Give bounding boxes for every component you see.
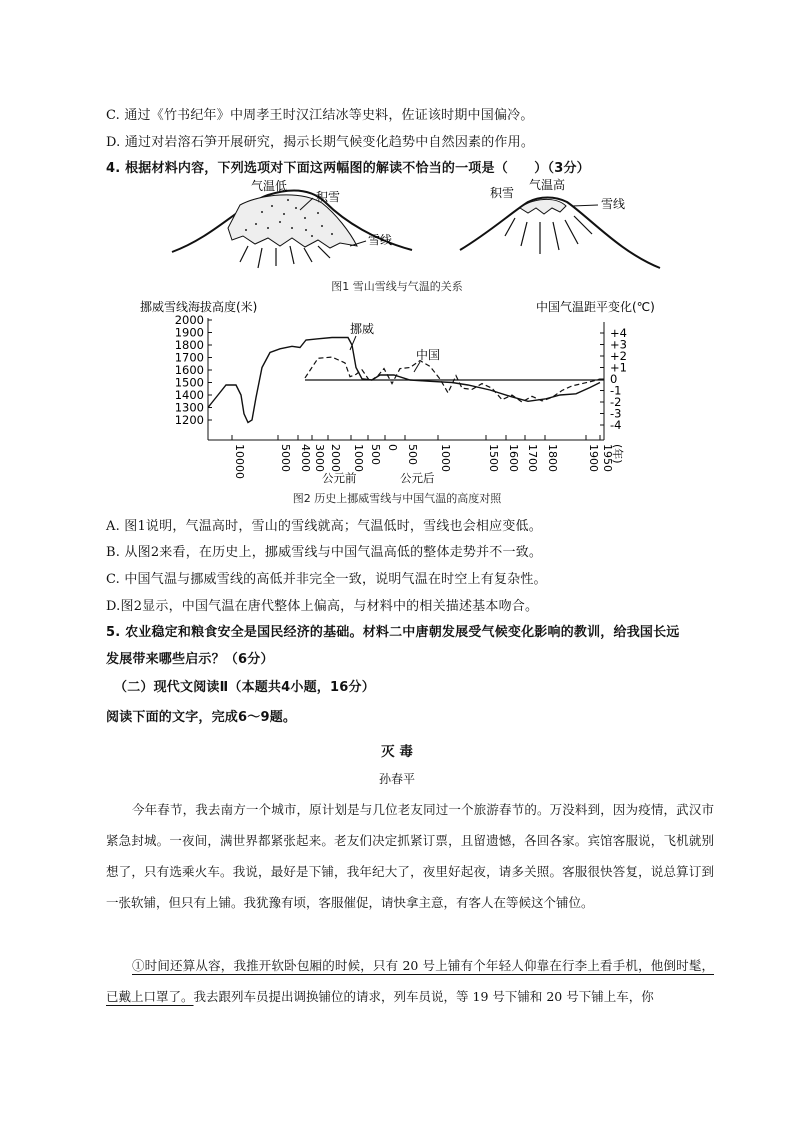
- fig1-right-snowline-label: 雪线: [601, 197, 626, 211]
- left-tick-label: 1800: [174, 338, 204, 352]
- x-tick-label: 1000: [352, 444, 365, 472]
- left-tick-label: 2000: [174, 313, 204, 327]
- article-title: 灭 毒: [381, 744, 413, 760]
- fig1-left-temp-label: 气温低: [251, 179, 288, 193]
- x-tick-label: 0: [386, 444, 399, 451]
- fig1-right-snow-label: 积雪: [490, 186, 515, 200]
- x-tick-label: 1900: [587, 444, 600, 472]
- x-unit-label: (年): [611, 444, 624, 464]
- series-china-label: 中国: [416, 348, 441, 362]
- article-paragraph-2-rest: 我去跟列车员提出调换铺位的请求，列车员说，等 19 号下铺和 20 号下铺上车，你: [193, 989, 654, 1004]
- question-5-line2: 发展带来哪些启示？（6分）: [106, 652, 274, 667]
- x-tick-label: 1700: [526, 444, 539, 472]
- underlined-sentence: ①时间还算从容，我推开软卧包厢的时候，只有 20 号上铺有个年轻人仰靠在行李上看手机，他倒时髦，已戴上口罩了。: [106, 958, 714, 1004]
- option-b: B. 从图2来看，在历史上，挪威雪线与中国气温高低的整体走势并不一致。: [106, 545, 543, 560]
- right-tick-label: -3: [610, 406, 622, 421]
- option-d-top: D. 通过对岩溶石笋开展研究，揭示长期气候变化趋势中自然因素的作用。: [106, 135, 535, 150]
- x-tick-label: 1000: [439, 444, 452, 472]
- section-instruction: 阅读下面的文字，完成6～9题。: [106, 710, 297, 725]
- option-c: C. 中国气温与挪威雪线的高低并非完全一致，说明气温在时空上有复杂性。: [106, 572, 547, 587]
- option-d: D.图2显示，中国气温在唐代整体上偏高，与材料中的相关描述基本吻合。: [106, 599, 539, 614]
- x-tick-label: 2000: [329, 444, 342, 472]
- left-tick-label: 1600: [174, 363, 204, 377]
- section-heading: （二）现代文阅读Ⅱ（本题共4小题，16分）: [114, 680, 375, 695]
- x-tick-label: 1600: [507, 444, 520, 472]
- right-tick-label: +3: [610, 337, 627, 352]
- left-tick-label: 1200: [174, 413, 204, 427]
- option-a: A. 图1说明，气温高时，雪山的雪线就高；气温低时，雪线也会相应变低。: [106, 519, 542, 534]
- left-tick-label: 1400: [174, 388, 204, 402]
- left-tick-label: 1900: [174, 325, 204, 340]
- right-tick-label: -2: [610, 395, 622, 409]
- fig2-left-axis-title: 挪威雪线海拔高度(米): [140, 300, 258, 314]
- fig1-right-temp-label: 气温高: [529, 178, 566, 192]
- left-tick-label: 1300: [174, 400, 204, 415]
- right-tick-label: -4: [610, 418, 622, 432]
- question-5-line1: 5. 农业稳定和粮食安全是国民经济的基础。材料二中唐朝发展受气候变化影响的教训，给我国长远: [106, 625, 680, 640]
- x-tick-label: 3000: [313, 444, 326, 472]
- fig2-right-axis-title: 中国气温距平变化(℃): [536, 300, 655, 314]
- article-paragraph-1: 今年春节，我去南方一个城市，原计划是与几位老友同过一个旅游春节的。万没料到，因为疫情，武汉市紧急封城。一夜间，满世界都紧张起来。老友们决定抓紧订票，且留遗憾，各回各家。宾馆客服说，飞机就别想了，只有选乘火车。我说，最好是下铺，我年纪大了，夜里好起夜，请多关照。客服很快答复，说总算订到一张软铺，但只有上铺。我犹豫有顷，客服催促，请快拿主意，有客人在等候这个铺位。: [106, 802, 714, 910]
- right-tick-label: 0: [610, 372, 618, 386]
- x-tick-label: 1800: [546, 444, 559, 472]
- right-tick-label: -1: [610, 383, 622, 398]
- fig1-caption: 图1 雪山雪线与气温的关系: [331, 280, 463, 293]
- era-after-label: 公元后: [400, 471, 435, 485]
- x-tick-label: 4000: [299, 444, 312, 472]
- era-before-label: 公元前: [322, 471, 357, 485]
- series-norway-label: 挪威: [350, 322, 375, 336]
- option-c-top: C. 通过《竹书纪年》中周孝王时汉江结冰等史料，佐证该时期中国偏冷。: [106, 108, 534, 123]
- right-tick-label: +2: [610, 349, 627, 363]
- x-tick-label: 1950: [601, 444, 614, 472]
- fig1-left-snow-label: 积雪: [316, 190, 341, 204]
- left-tick-label: 1500: [174, 375, 204, 390]
- article-paragraph-2: [106, 950, 714, 1012]
- right-tick-label: +1: [610, 360, 627, 375]
- left-tick-label: 1700: [174, 350, 204, 365]
- x-tick-label: 10000: [233, 444, 246, 479]
- question-4-prompt: 4. 根据材料内容，下列选项对下面这两幅图的解读不恰当的一项是（ ）（3分）: [106, 161, 590, 176]
- x-tick-label: 500: [369, 444, 382, 465]
- fig2-caption: 图2 历史上挪威雪线与中国气温的高度对照: [292, 492, 502, 505]
- x-tick-label: 5000: [279, 444, 292, 472]
- x-tick-label: 500: [406, 444, 419, 465]
- x-tick-label: 1500: [487, 444, 500, 472]
- figure-2-chart: [0, 0, 794, 520]
- fig1-left-snowline-label: 雪线: [368, 233, 393, 247]
- right-tick-label: +4: [610, 326, 627, 340]
- article-author: 孙春平: [378, 772, 415, 786]
